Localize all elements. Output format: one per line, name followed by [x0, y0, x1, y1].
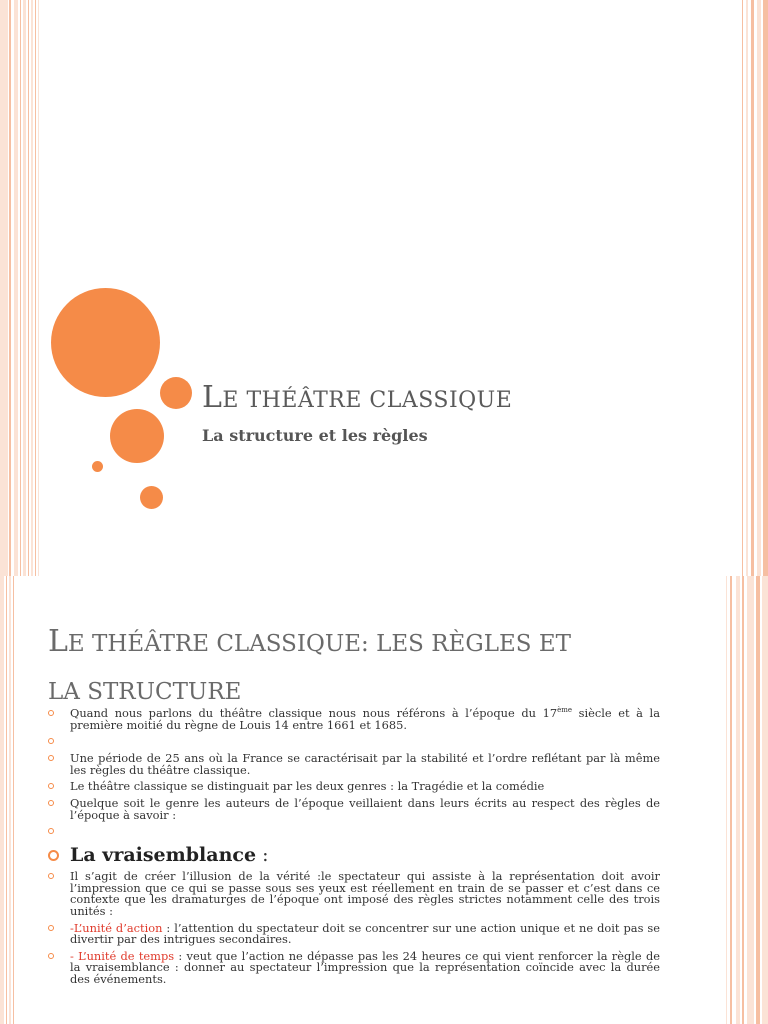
bullet-ring-icon: [48, 850, 59, 861]
title-initial: L: [48, 624, 68, 659]
decor-stripe: [35, 0, 36, 576]
decor-stripe: [23, 0, 26, 576]
list-item-empty: [48, 826, 660, 838]
decor-stripe: [736, 576, 740, 1024]
decor-stripe: [0, 0, 8, 576]
list-item: Une période de 25 ans où la France se caractérisait par la stabilité et l’ordre reflétant par là même les règles du théâtre classique.: [48, 753, 660, 776]
decor-stripe: [757, 0, 761, 576]
list-item: Quelque soit le genre les auteurs de l’époque veillaient dans leurs écrits au respect des règles de l’époque à savoir :: [48, 798, 660, 821]
decor-stripe: [0, 576, 4, 1024]
list-item: Il s’agit de créer l’illusion de la vérité :le spectateur qui assiste à la représentation doit avoir l’impression que ce qui se passe sous ses yeux est réellement en train de se passer et c’est dans ce contexte que les dramaturges de l’époque ont imposé des règles strictes notamment celle des trois unités :: [48, 871, 660, 917]
bullet-ring-icon: [48, 783, 54, 789]
decor-stripe: [763, 0, 768, 576]
decor-stripe: [730, 576, 732, 1024]
decor-stripe: [756, 576, 760, 1024]
decor-stripe: [9, 0, 11, 576]
bullet-ring-icon: [48, 738, 54, 744]
decor-stripe: [14, 0, 18, 576]
decor-circle-tiny: [92, 461, 103, 472]
decor-stripe: [746, 0, 748, 576]
title-rest: E THÉÂTRE CLASSIQUE: LES RÈGLES ET: [67, 631, 571, 657]
bullet-ring-icon: [48, 800, 54, 806]
title-line-1: [48, 618, 668, 669]
slide-title: [202, 380, 512, 415]
decor-stripe: [742, 576, 744, 1024]
highlight-term: - L’unité de temps: [70, 948, 175, 963]
decor-stripe: [38, 0, 39, 576]
decor-circle-small: [140, 486, 163, 509]
bullet-ring-icon: [48, 828, 54, 834]
bullet-ring-icon: [48, 925, 54, 931]
decor-stripe: [20, 0, 21, 576]
decor-stripe: [13, 576, 14, 1024]
list-item: Le théâtre classique se distinguait par les deux genres : la Tragédie et la comédie: [48, 781, 660, 793]
decor-circle-large: [51, 288, 160, 397]
bullet-list: [48, 708, 660, 991]
list-item: Quand nous parlons du théâtre classique nous nous référons à l’époque du 17ème siècle et à la première moitié du règne de Louis 14 entre 1661 et 1685.: [48, 708, 660, 731]
decor-stripe: [6, 576, 7, 1024]
slide-subtitle: La structure et les règles: [202, 426, 428, 445]
decor-stripe: [726, 576, 727, 1024]
decor-stripe: [31, 0, 33, 576]
section-heading: La vraisemblance :: [48, 843, 660, 867]
decor-circle-medium: [110, 409, 164, 463]
title-line-2: LA STRUCTURE: [48, 679, 242, 705]
decor-stripe: [751, 0, 754, 576]
slide-title: [48, 618, 668, 716]
highlight-term: -L’unité d’action: [70, 920, 163, 935]
list-item: - L’unité de temps : veut que l’action ne dépasse pas les 24 heures ce qui vient renforcer la règle de la vraisemblance : donner au spectateur l’impression que la représentation coïncide avec la durée des événements.: [48, 951, 660, 986]
decor-circle-small: [160, 377, 192, 409]
bullet-ring-icon: [48, 710, 54, 716]
title-initial: L: [202, 380, 223, 415]
content-slide: [0, 576, 768, 1024]
bullet-ring-icon: [48, 755, 54, 761]
decor-stripe: [9, 576, 11, 1024]
decor-stripe: [742, 0, 743, 576]
bullet-ring-icon: [48, 873, 54, 879]
decor-stripe: [28, 0, 29, 576]
title-rest: E THÉÂTRE CLASSIQUE: [222, 388, 513, 413]
bullet-ring-icon: [48, 953, 54, 959]
decor-stripe: [762, 576, 768, 1024]
list-item: -L’unité d’action : l’attention du spectateur doit se concentrer sur une action unique et ne doit pas se divertir par des intrigues secondaires.: [48, 923, 660, 946]
list-item-empty: [48, 736, 660, 748]
decor-stripe: [747, 576, 754, 1024]
